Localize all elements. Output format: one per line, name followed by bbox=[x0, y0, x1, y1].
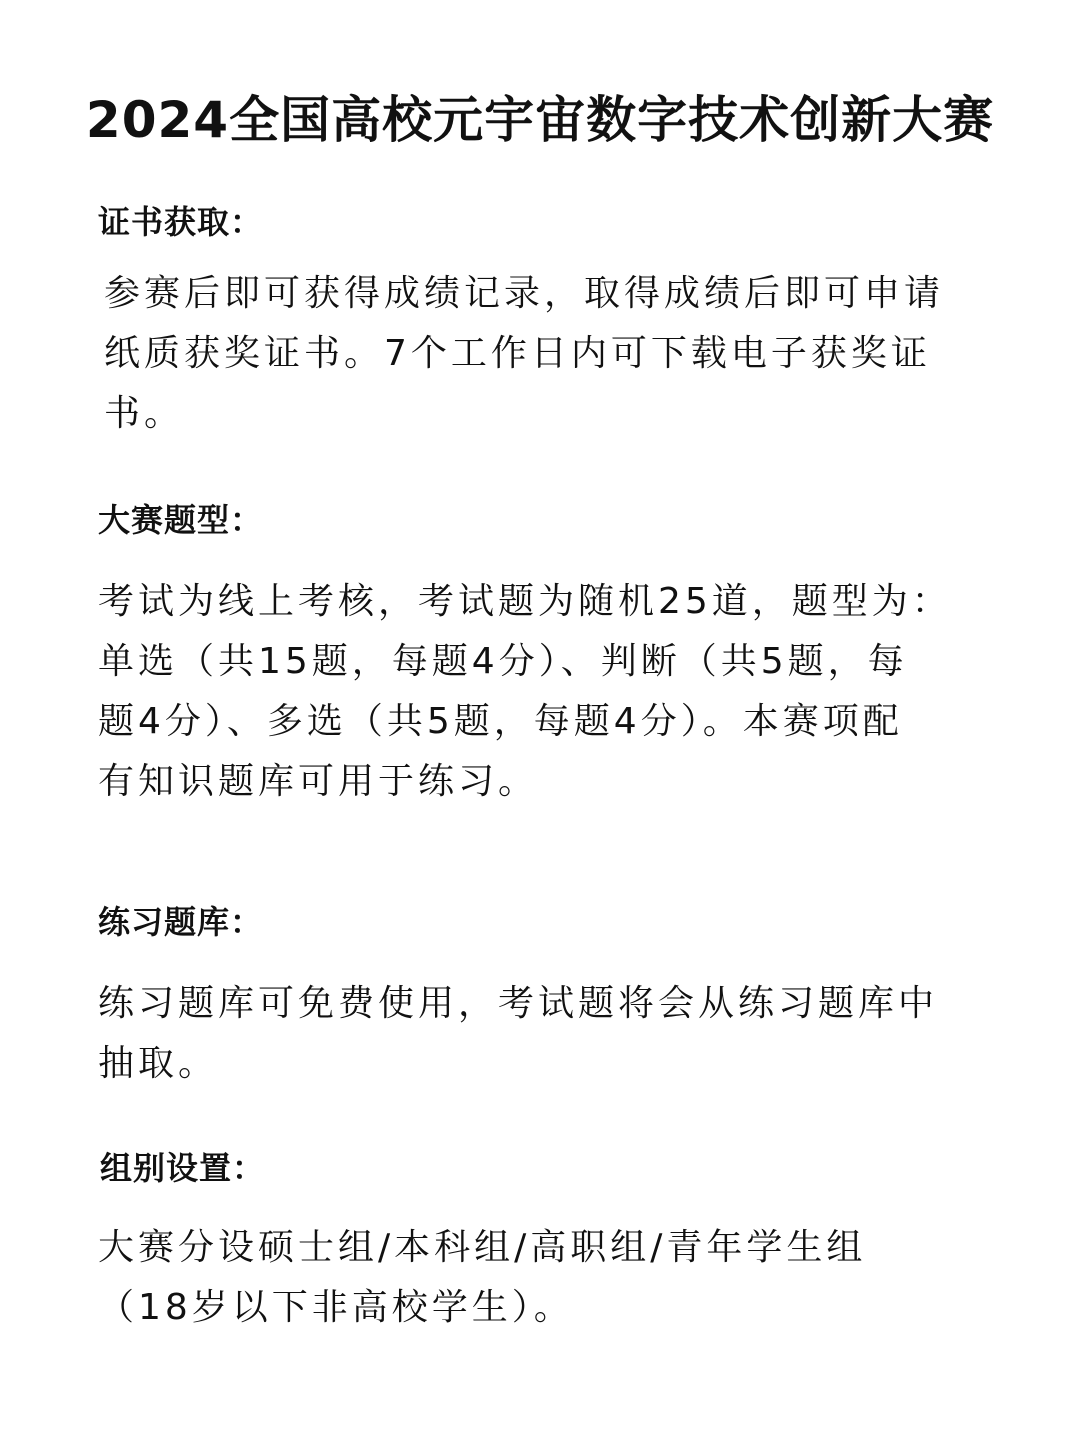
section-body-practice-bank bbox=[98, 974, 938, 1094]
paragraph-line: 纸质获奖证书。7个工作日内可下载电子获奖证 bbox=[104, 333, 931, 374]
paragraph-line: 题4分）、多选（共5题，每题4分）。本赛项配 bbox=[98, 701, 903, 742]
paragraph-line: （18岁以下非高校学生）。 bbox=[98, 1287, 574, 1328]
section-body-question-types bbox=[98, 572, 952, 812]
section-heading-certificate: 证书获取： bbox=[98, 203, 264, 241]
paragraph-line: 有知识题库可用于练习。 bbox=[98, 761, 539, 802]
paragraph-line: 抽取。 bbox=[98, 1043, 219, 1084]
paragraph-line: 书。 bbox=[104, 393, 185, 434]
paragraph-line: 考试为线上考核，考试题为随机25道，题型为： bbox=[98, 581, 952, 622]
section-body-groups bbox=[98, 1218, 866, 1338]
section-heading-question-types: 大赛题型： bbox=[98, 501, 264, 539]
paragraph-line: 大赛分设硕士组/本科组/高职组/青年学生组 bbox=[98, 1227, 867, 1268]
paragraph-line: 单选（共15题，每题4分）、判断（共5题，每 bbox=[98, 641, 908, 682]
section-heading-groups: 组别设置： bbox=[100, 1149, 266, 1187]
page-title: 2024全国高校元宇宙数字技术创新大赛 bbox=[85, 91, 995, 149]
section-body-certificate bbox=[104, 264, 944, 444]
section-heading-practice-bank: 练习题库： bbox=[98, 903, 264, 941]
paragraph-line: 参赛后即可获得成绩记录，取得成绩后即可申请 bbox=[104, 273, 945, 314]
paragraph-line: 练习题库可免费使用，考试题将会从练习题库中 bbox=[98, 983, 939, 1024]
